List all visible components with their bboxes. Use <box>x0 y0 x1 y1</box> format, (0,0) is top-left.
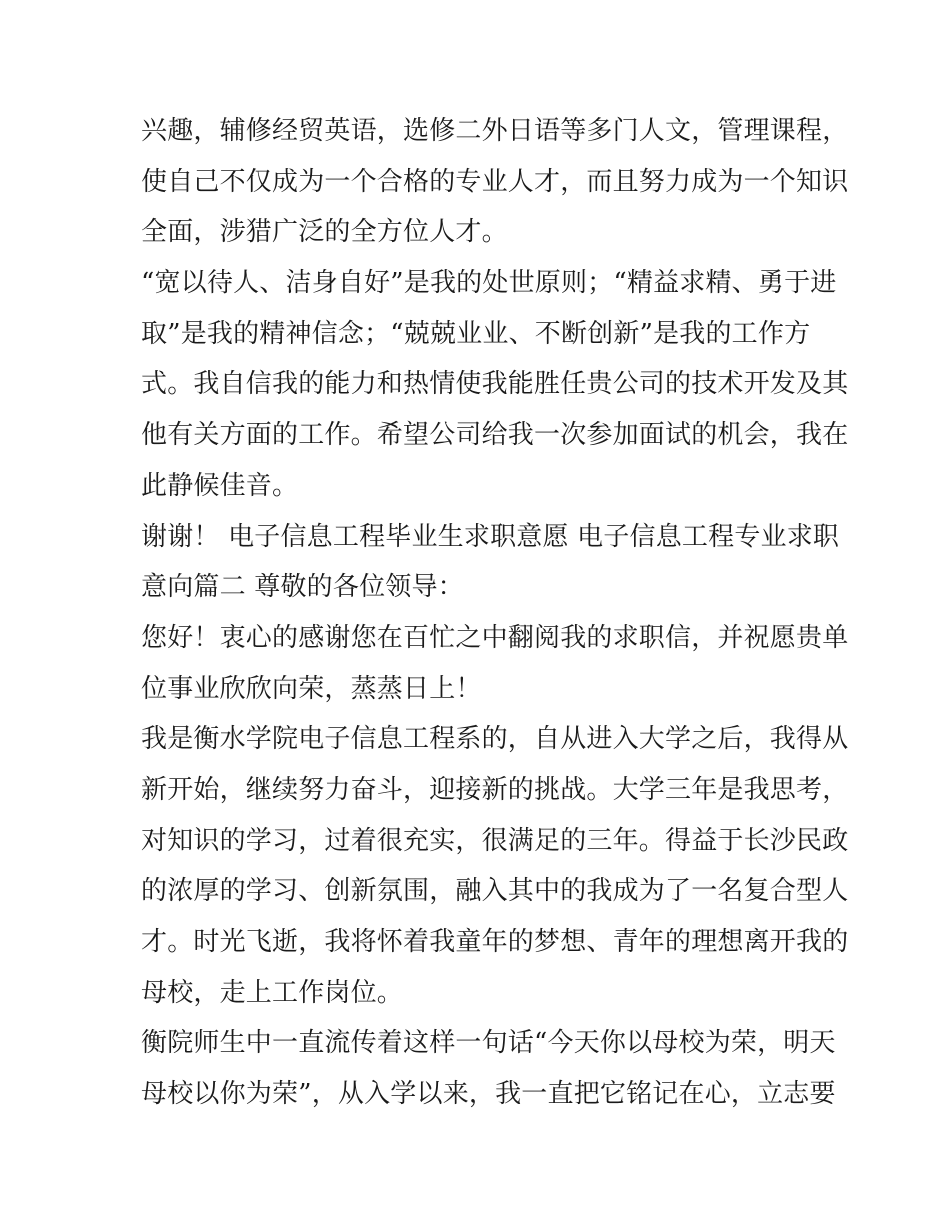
text-line: “宽以待人、洁身自好”是我的处世原则；“精益求精、勇于进 <box>141 268 837 299</box>
text-line: 谢谢！ 电子信息工程毕业生求职意愿 电子信息工程专业求职 <box>141 521 840 552</box>
text-line: 母校以你为荣”，从入学以来，我一直把它铭记在心，立志要 <box>141 1079 836 1110</box>
text-line: 对知识的学习，过着很充实，很满足的三年。得益于长沙民政 <box>141 825 849 856</box>
text-line: 取”是我的精神信念；“兢兢业业、不断创新”是我的工作方 <box>141 318 811 349</box>
text-line: 此静候佳音。 <box>141 470 299 501</box>
text-line: 的浓厚的学习、创新氛围，融入其中的我成为了一名复合型人 <box>141 876 849 907</box>
text-line: 兴趣，辅修经贸英语，选修二外日语等多门人文，管理课程， <box>141 116 849 146</box>
text-line: 使自己不仅成为一个合格的专业人才，而且努力成为一个知识 <box>141 166 849 197</box>
text-line: 式。我自信我的能力和热情使我能胜任贵公司的技术开发及其 <box>141 369 849 400</box>
text-line: 全面，涉猎广泛的全方位人才。 <box>141 217 508 248</box>
text-line: 新开始，继续努力奋斗，迎接新的挑战。大学三年是我思考， <box>141 774 849 805</box>
text-line: 他有关方面的工作。希望公司给我一次参加面试的机会，我在 <box>141 420 849 451</box>
text-line: 才。时光飞逝，我将怀着我童年的梦想、青年的理想离开我的 <box>141 927 849 957</box>
text-line: 位事业欣欣向荣，蒸蒸日上！ <box>141 673 482 704</box>
text-line: 您好！衷心的感谢您在百忙之中翻阅我的求职信，并祝愿贵单 <box>141 622 849 653</box>
text-line: 母校，走上工作岗位。 <box>141 977 404 1008</box>
text-line: 衡院师生中一直流传着这样一句话“今天你以母校为荣，明天 <box>141 1028 836 1059</box>
text-line: 我是衡水学院电子信息工程系的，自从进入大学之后，我得从 <box>141 724 849 755</box>
body-text <box>141 106 849 1120</box>
text-line: 意向篇二 尊敬的各位领导： <box>141 572 464 603</box>
